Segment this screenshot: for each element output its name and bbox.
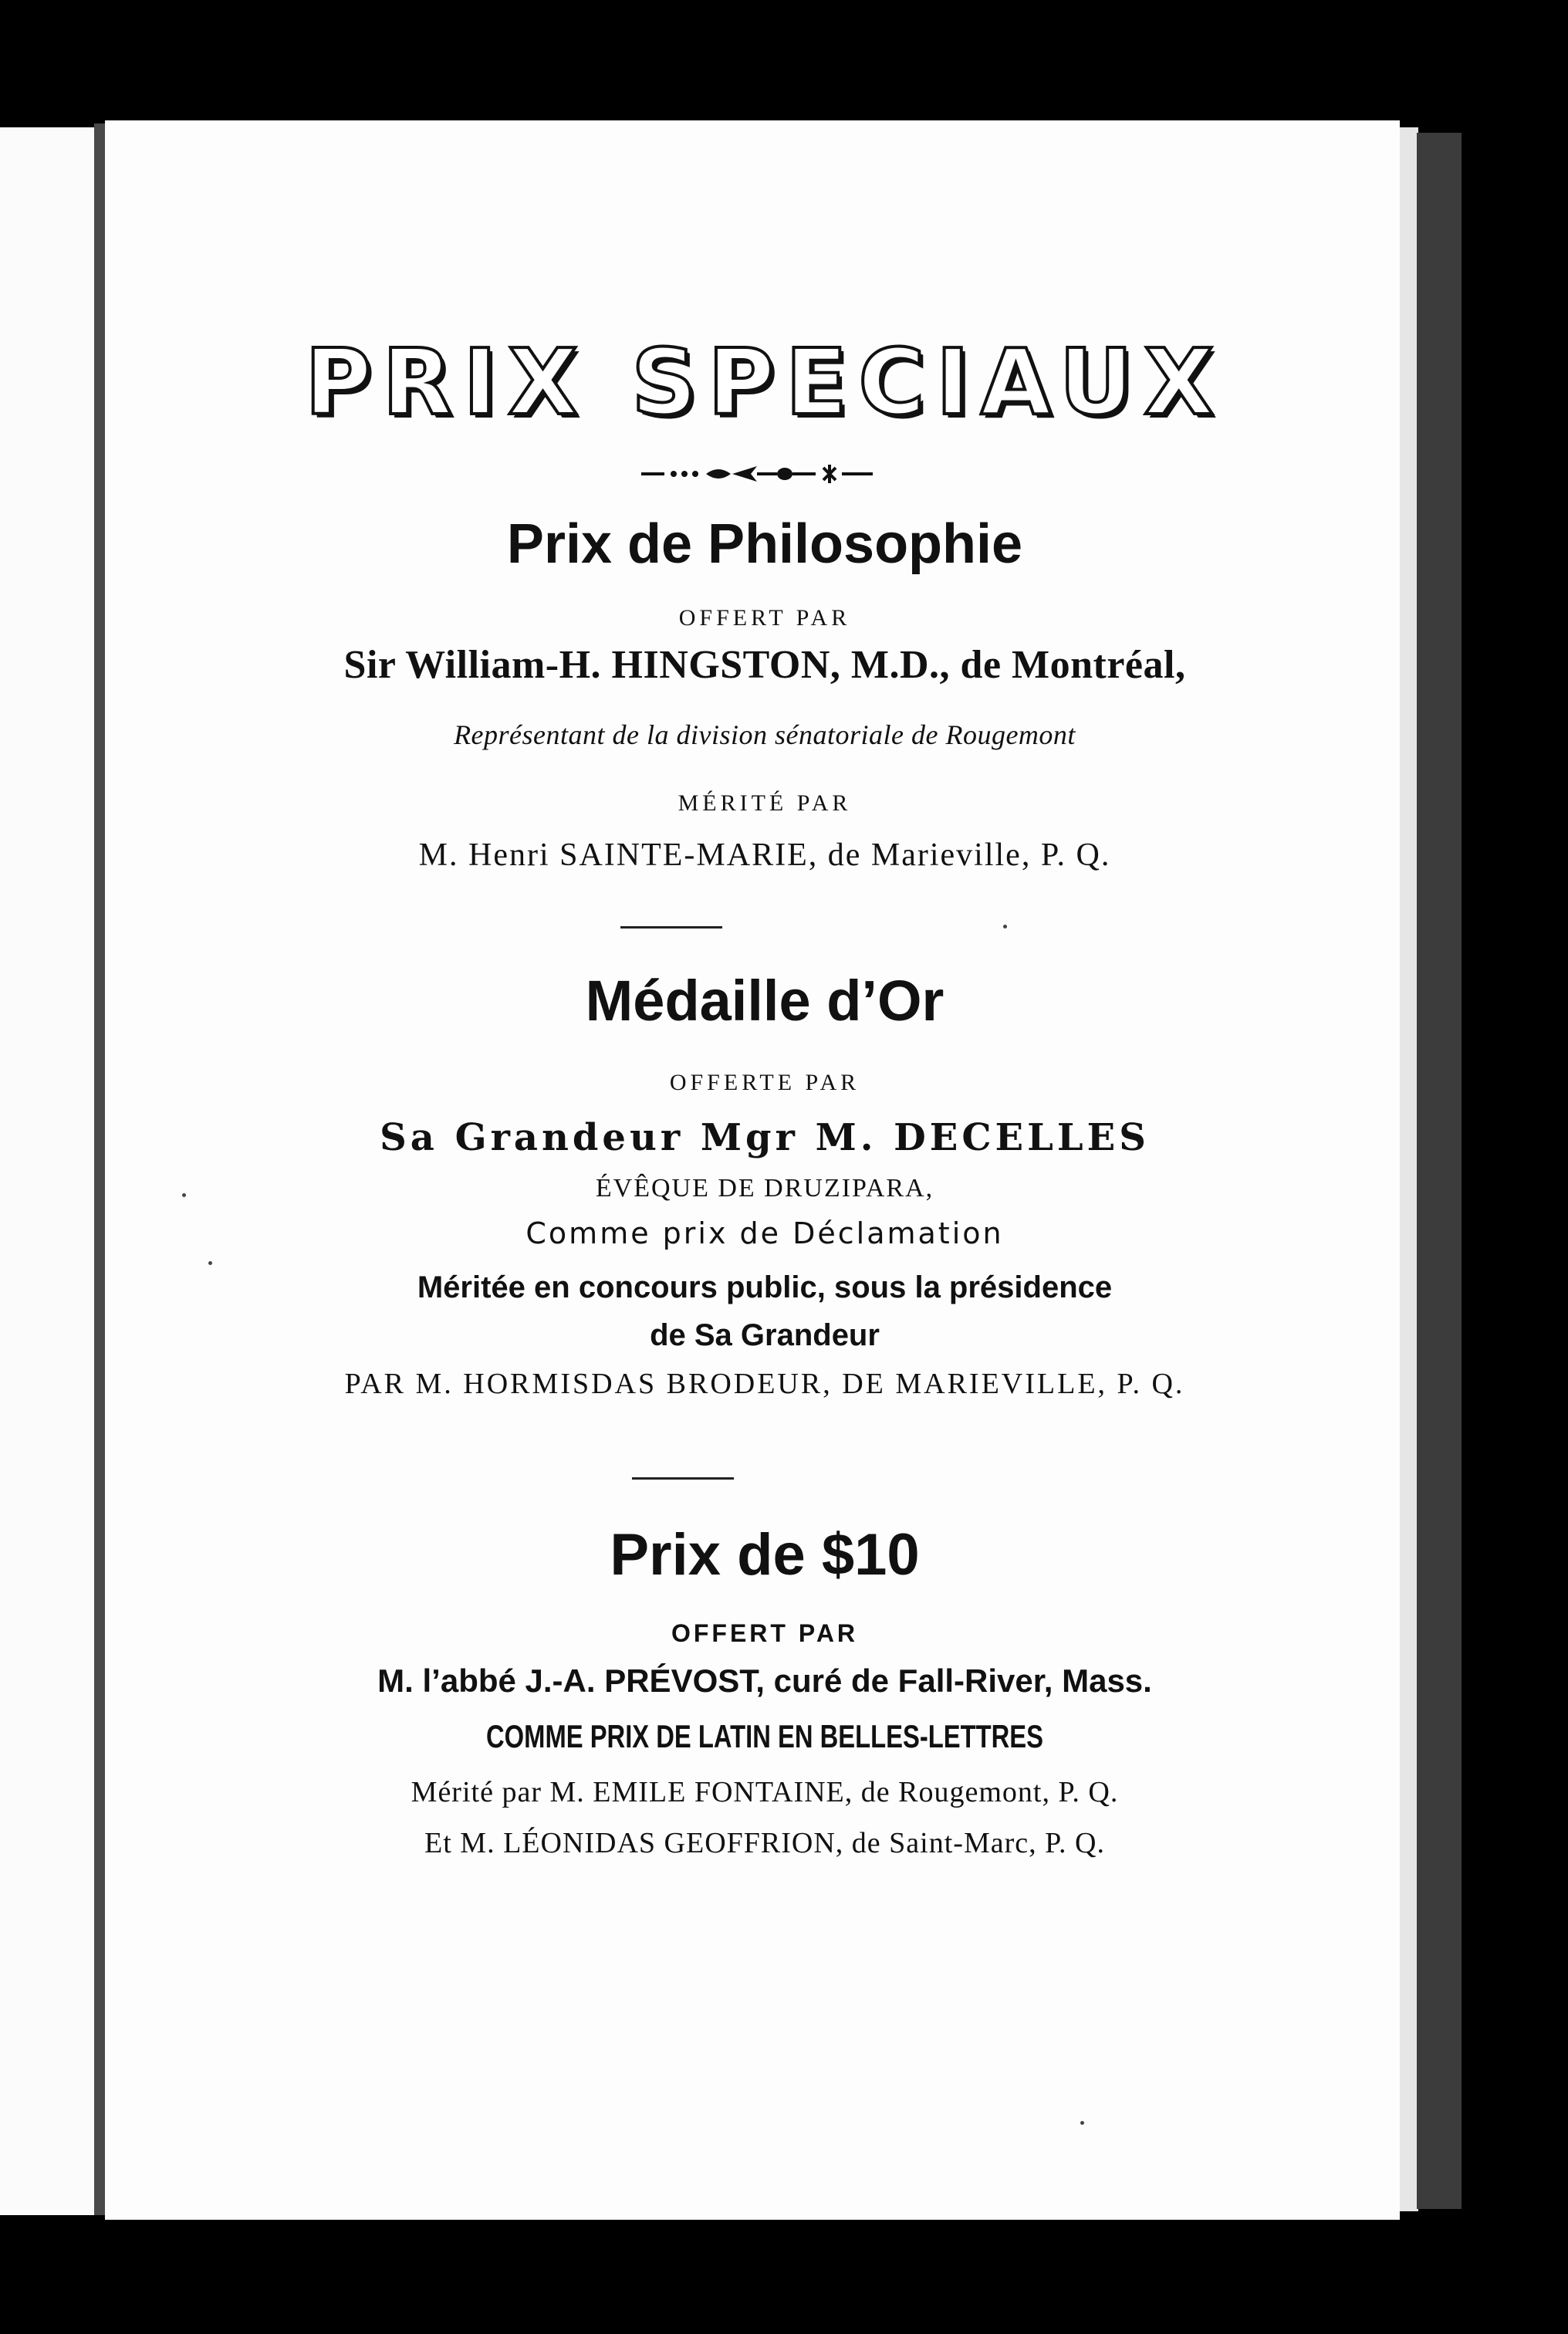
donor-role: Représentant de la division sénatoriale de Rougemont — [454, 719, 1076, 750]
paper-speck — [182, 1193, 186, 1197]
section-heading-medaille: Médaille d’Or — [585, 969, 945, 1033]
contest-description: Méritée en concours public, sous la présidence — [417, 1270, 1113, 1304]
donor-name: Sa Grandeur Mgr M. DECELLES — [380, 1116, 1150, 1159]
section-divider — [632, 1477, 734, 1480]
section-heading-prix10: Prix de $10 — [610, 1522, 920, 1588]
winner-name: PAR M. HORMISDAS BRODEUR, DE MARIEVILLE, P. Q. — [344, 1368, 1185, 1400]
ornament-divider — [209, 458, 1320, 489]
ornament-icon — [641, 458, 888, 489]
document-page — [105, 120, 1400, 2220]
donor-name: Sir William-H. HINGSTON, M.D., de Montréal, — [343, 643, 1186, 687]
winner-name: Mérité par M. EMILE FONTAINE, de Rougemont, P. Q. — [411, 1776, 1119, 1808]
winner-name: M. Henri SAINTE-MARIE, de Marieville, P. Q. — [418, 837, 1111, 873]
paper-speck — [208, 1261, 212, 1265]
page-shadow — [1417, 133, 1462, 2209]
paper-speck — [1080, 2121, 1084, 2125]
prize-type: COMME PRIX DE LATIN EN BELLES-LETTRES — [486, 1718, 1043, 1754]
prize-type: Comme prix de Déclamation — [525, 1216, 1004, 1250]
contest-description-cont: de Sa Grandeur — [650, 1318, 880, 1352]
section-heading-philosophie: Prix de Philosophie — [506, 513, 1023, 575]
donor-title: ÉVÊQUE DE DRUZIPARA, — [595, 1174, 934, 1203]
paper-speck — [1003, 925, 1007, 929]
offered-by-label: OFFERTE PAR — [669, 1070, 860, 1095]
section-divider — [620, 926, 722, 929]
winner-name-2: Et M. LÉONIDAS GEOFFRION, de Saint-Marc, P. Q. — [424, 1827, 1105, 1859]
offered-by-label: OFFERT PAR — [671, 1619, 859, 1647]
offered-by-label: OFFERT PAR — [678, 605, 851, 631]
page-edge — [1398, 127, 1418, 2211]
donor-name: M. l’abbé J.-A. PRÉVOST, curé de Fall-River, Mass. — [377, 1663, 1152, 1699]
merited-by-label: MÉRITÉ PAR — [678, 790, 852, 816]
facing-page-edge — [0, 127, 94, 2215]
book-gutter — [94, 123, 105, 2215]
page-title: PRIX SPECIAUX — [304, 329, 1225, 435]
